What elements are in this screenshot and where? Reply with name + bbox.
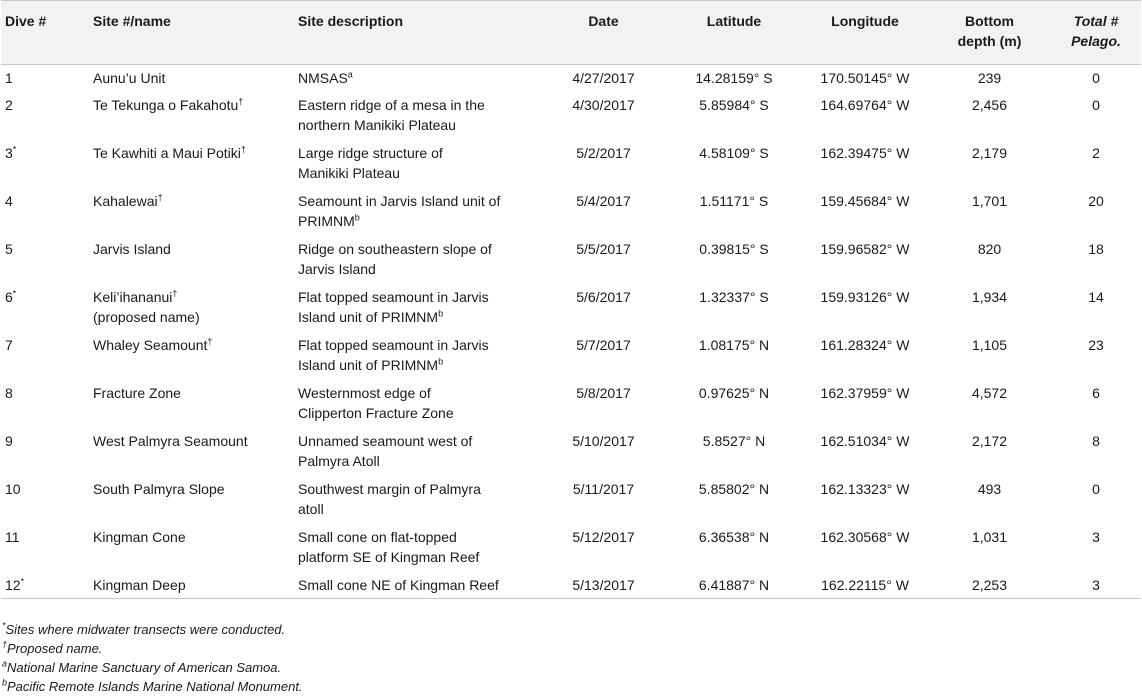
cell-bottom-depth: 1,031 [971,528,1008,545]
dive-number: 3 [5,144,13,161]
cell-site-name [89,284,294,332]
site-name: South Palmyra Slope [93,480,225,497]
cell-site-description [294,524,541,572]
table-row [1,476,1141,524]
cell-longitude: 162.13323° W [820,480,910,497]
cell-bottom-depth: 4,572 [971,384,1008,401]
cell-dive [1,140,89,188]
cell-date: 5/4/2017 [576,192,631,209]
description-line-1: Small cone NE of Kingman Reef [298,576,499,593]
cell-site-description [294,380,541,428]
cell-bottom-depth: 2,179 [971,144,1008,161]
cell-total-pelago: 2 [1092,144,1100,161]
cell-total-pelago: 18 [1088,240,1104,257]
table-row [1,332,1141,380]
header-longitude: Longitude [802,1,928,65]
description-line-2: Island unit of PRIMNM [298,356,439,373]
dive-number: 5 [5,240,13,257]
site-name: Kahalewai [93,192,158,209]
cell-dive [1,236,89,284]
cell-site-description [294,284,541,332]
dive-sites-table [1,0,1141,599]
footnotes [2,620,303,696]
header-bottom-depth [928,1,1051,65]
cell-date: 5/10/2017 [572,432,635,449]
cell-date: 5/7/2017 [576,336,631,353]
site-name: Te Tekunga o Fakahotu [93,96,239,113]
description-line-2: Jarvis Island [298,260,376,277]
superscript-mark: † [238,95,244,106]
cell-site-name [89,524,294,572]
cell-total-pelago: 3 [1092,528,1100,545]
header-total-line2: Pelago. [1071,33,1121,49]
cell-latitude: 0.39815° S [699,240,769,257]
table-row [1,572,1141,599]
cell-longitude: 162.51034° W [820,432,910,449]
cell-site-name [89,380,294,428]
superscript-mark: † [157,191,163,202]
description-line-1: Ridge on southeastern slope of [298,240,492,257]
cell-site-description [294,332,541,380]
cell-site-description [294,65,541,92]
dive-number: 4 [5,192,13,209]
site-name: Kingman Cone [93,528,186,545]
description-line-1: NMSAS [298,70,348,86]
superscript-mark: b [2,677,8,688]
cell-total-pelago: 0 [1092,480,1100,497]
description-line-2: Palmyra Atoll [298,452,380,469]
cell-dive [1,524,89,572]
superscript-mark: † [172,287,178,298]
cell-longitude: 161.28324° W [820,336,910,353]
cell-site-name [89,476,294,524]
cell-date: 5/13/2017 [541,572,666,599]
superscript-mark: † [207,335,213,346]
table-row [1,284,1141,332]
cell-latitude: 6.41887° N [666,572,802,599]
cell-date: 5/5/2017 [576,240,631,257]
table-row [1,65,1141,92]
cell-site-name [89,332,294,380]
cell-latitude: 5.85984° S [699,96,769,113]
cell-latitude: 1.08175° N [698,336,770,353]
cell-latitude: 0.97625° N [698,384,770,401]
cell-dive [1,65,89,92]
table-row [1,380,1141,428]
footnote-text: National Marine Sanctuary of American Samoa. [7,660,282,675]
dive-number: 1 [5,70,13,86]
header-row [1,1,1141,65]
superscript-mark: * [2,620,6,631]
cell-dive [1,380,89,428]
cell-total-pelago: 8 [1092,432,1100,449]
header-date: Date [541,1,666,65]
superscript-mark: b [438,307,444,318]
cell-longitude: 159.96582° W [820,240,910,257]
cell-bottom-depth: 239 [977,70,1002,86]
header-bottom-depth-line2: depth (m) [957,33,1022,49]
superscript-mark: † [2,639,8,650]
footnote [2,639,303,658]
cell-bottom-depth: 493 [977,480,1002,497]
cell-latitude: 6.36538° N [698,528,770,545]
table-row [1,236,1141,284]
cell-total-pelago: 0 [1092,70,1100,86]
cell-dive [1,284,89,332]
cell-latitude: 1.32337° S [699,288,769,305]
cell-dive [1,572,89,599]
site-name: Jarvis Island [93,240,171,257]
cell-site-description [294,428,541,476]
cell-bottom-depth: 1,701 [971,192,1008,209]
superscript-mark: b [438,355,444,366]
dive-number: 10 [5,480,21,497]
header-total-pelago [1051,1,1141,65]
cell-dive [1,476,89,524]
cell-longitude: 162.37959° W [820,384,910,401]
cell-site-name [89,188,294,236]
cell-bottom-depth: 2,456 [971,96,1008,113]
site-name: West Palmyra Seamount [93,432,248,449]
table-row [1,188,1141,236]
footnote-text: Pacific Remote Islands Marine National Monument. [7,679,303,694]
footnote [2,677,303,696]
cell-latitude: 5.85802° N [698,480,770,497]
cell-dive [1,332,89,380]
footnote-text: Sites where midwater transects were conducted. [5,622,286,637]
description-line-1: Small cone on flat-topped [298,528,457,545]
superscript-mark: * [12,287,17,298]
header-site: Site #/name [89,1,294,65]
dive-number: 7 [5,336,13,353]
cell-total-pelago: 23 [1088,336,1104,353]
cell-site-name [89,65,294,92]
description-line-2: Island unit of PRIMNM [298,308,439,325]
cell-site-name [89,572,294,599]
cell-date: 5/11/2017 [572,480,635,497]
cell-total-pelago: 0 [1092,96,1100,113]
cell-latitude: 14.28159° S [695,70,773,86]
site-name: Aunu’u Unit [93,70,166,86]
cell-total-pelago: 14 [1088,288,1104,305]
header-total-line1: Total # [1073,13,1119,29]
cell-site-description [294,572,541,599]
cell-latitude: 4.58109° S [699,144,769,161]
table-body [1,65,1141,599]
cell-date: 4/27/2017 [572,70,635,86]
footnote-text: Proposed name. [7,641,103,656]
header-description: Site description [294,1,541,65]
header-bottom-depth-line1: Bottom [965,13,1014,29]
dive-number: 6 [5,288,13,305]
cell-date: 5/6/2017 [576,288,631,305]
cell-dive [1,188,89,236]
cell-site-name [89,236,294,284]
description-line-1: Eastern ridge of a mesa in the [298,96,485,113]
cell-dive [1,92,89,140]
cell-longitude: 159.93126° W [820,288,910,305]
superscript-mark: * [20,575,25,586]
dive-number: 9 [5,432,13,449]
table-row [1,140,1141,188]
footnote [2,620,303,639]
cell-site-description [294,236,541,284]
cell-site-name [89,92,294,140]
description-line-2: atoll [298,500,324,517]
description-line-2: PRIMNM [298,212,355,229]
table-row [1,92,1141,140]
cell-longitude: 162.22115° W [802,572,928,599]
site-name: Whaley Seamount [93,336,208,353]
site-name-extra: (proposed name) [93,308,200,325]
cell-site-description [294,92,541,140]
cell-bottom-depth: 820 [977,240,1002,257]
cell-dive [1,428,89,476]
cell-total-pelago: 20 [1088,192,1104,209]
cell-bottom-depth: 1,105 [971,336,1008,353]
site-name: Te Kawhiti a Maui Potiki [93,144,241,161]
description-line-1: Southwest margin of Palmyra [298,480,481,497]
cell-longitude: 159.45684° W [820,192,910,209]
description-line-1: Flat topped seamount in Jarvis [298,288,489,305]
dive-number: 8 [5,384,13,401]
cell-site-description [294,476,541,524]
superscript-mark: a [347,69,353,80]
cell-bottom-depth: 2,172 [971,432,1008,449]
cell-longitude: 164.69764° W [820,96,910,113]
cell-total-pelago: 3 [1051,572,1141,599]
site-name: Kingman Deep [93,576,186,593]
description-line-2: northern Manikiki Plateau [298,116,456,133]
superscript-mark: † [240,143,246,154]
dive-number: 12 [5,576,21,593]
description-line-2: Manikiki Plateau [298,164,400,181]
description-line-1: Unnamed seamount west of [298,432,473,449]
cell-date: 5/2/2017 [576,144,631,161]
description-line-2: platform SE of Kingman Reef [298,548,480,565]
cell-date: 5/12/2017 [572,528,635,545]
description-line-2: Clipperton Fracture Zone [298,404,454,421]
cell-longitude: 162.30568° W [820,528,910,545]
site-name: Keli’ihananui [93,288,173,305]
footnote [2,658,303,677]
table-row [1,428,1141,476]
description-line-1: Seamount in Jarvis Island unit of [298,192,501,209]
cell-date: 4/30/2017 [572,96,635,113]
cell-longitude: 170.50145° W [820,70,910,86]
description-line-1: Westernmost edge of [298,384,431,401]
table-row [1,524,1141,572]
description-line-1: Flat topped seamount in Jarvis [298,336,489,353]
cell-latitude: 5.8527° N [702,432,766,449]
cell-site-name [89,140,294,188]
header-latitude: Latitude [666,1,802,65]
cell-longitude: 162.39475° W [820,144,910,161]
cell-latitude: 1.51171° S [699,192,769,209]
cell-total-pelago: 6 [1092,384,1100,401]
cell-date: 5/8/2017 [576,384,631,401]
superscript-mark: * [12,143,17,154]
description-line-1: Large ridge structure of [298,144,443,161]
header-dive: Dive # [1,1,89,65]
dive-number: 11 [5,528,20,545]
cell-bottom-depth: 2,253 [928,572,1051,599]
dive-number: 2 [5,96,13,113]
site-name: Fracture Zone [93,384,181,401]
cell-bottom-depth: 1,934 [971,288,1008,305]
superscript-mark: b [354,211,360,222]
cell-site-name [89,428,294,476]
cell-site-description [294,188,541,236]
superscript-mark: a [2,658,8,669]
cell-site-description [294,140,541,188]
